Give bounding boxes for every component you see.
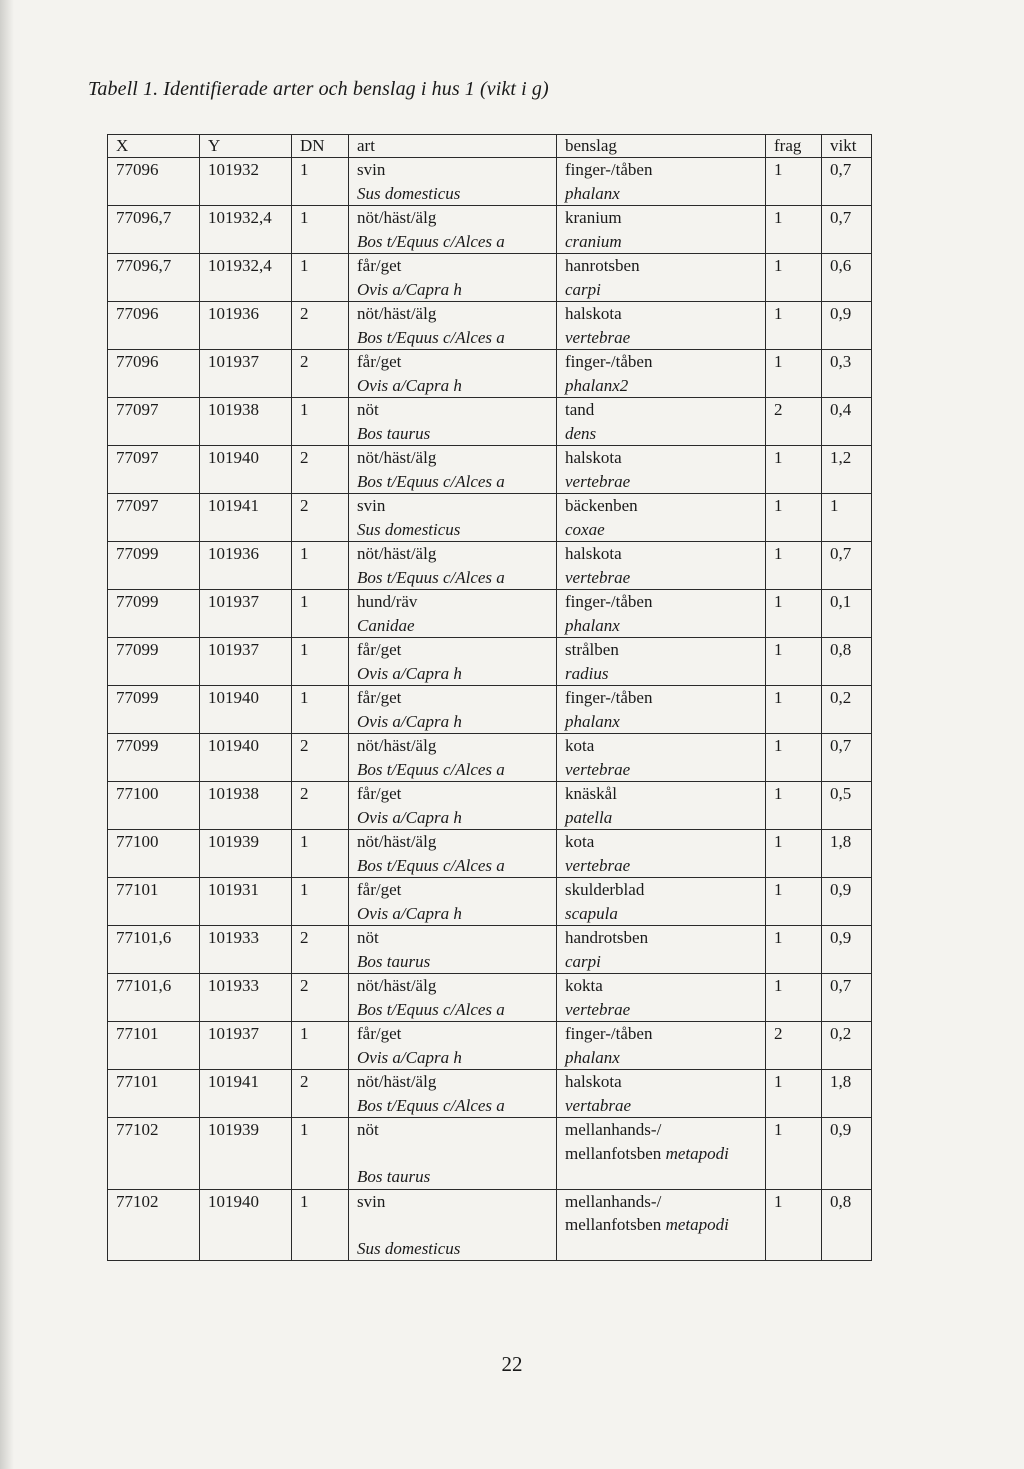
cell-x: 77096,7 <box>108 254 200 302</box>
cell-benslag <box>557 446 766 494</box>
benslag-latin-name: carpi <box>565 951 601 971</box>
cell-benslag <box>557 1022 766 1070</box>
art-latin-name: Bos t/Equus c/Alces a <box>357 231 505 251</box>
art-latin-name: Ovis a/Capra h <box>357 1047 462 1067</box>
benslag-latin-name: vertebrae <box>565 471 631 491</box>
cell-y: 101941 <box>200 494 292 542</box>
cell-art <box>349 974 557 1022</box>
cell-frag: 1 <box>766 782 822 830</box>
benslag-latin-name: phalanx <box>565 615 620 635</box>
benslag-name: bäckenben <box>565 496 638 515</box>
benslag-latin-name: phalanx <box>565 711 620 731</box>
cell-frag: 1 <box>766 494 822 542</box>
cell-dn: 1 <box>292 1118 349 1190</box>
table-row <box>108 782 872 830</box>
cell-vikt: 0,6 <box>822 254 872 302</box>
cell-frag: 1 <box>766 734 822 782</box>
table-body <box>108 158 872 1261</box>
cell-vikt: 0,3 <box>822 350 872 398</box>
art-name: svin <box>357 496 386 515</box>
art-latin-name: Ovis a/Capra h <box>357 375 462 395</box>
cell-dn: 1 <box>292 686 349 734</box>
cell-art <box>349 830 557 878</box>
benslag-latin-name: metapodi <box>665 1143 729 1163</box>
cell-frag: 1 <box>766 926 822 974</box>
cell-y: 101940 <box>200 686 292 734</box>
cell-art <box>349 590 557 638</box>
cell-art <box>349 1189 557 1261</box>
benslag-latin-name: vertabrae <box>565 1095 632 1115</box>
benslag-name: halskota <box>565 1072 622 1091</box>
cell-benslag <box>557 158 766 206</box>
header-art: art <box>349 135 557 158</box>
table-row <box>108 878 872 926</box>
cell-y: 101933 <box>200 974 292 1022</box>
cell-vikt: 0,7 <box>822 974 872 1022</box>
cell-vikt: 0,9 <box>822 926 872 974</box>
cell-vikt: 0,2 <box>822 686 872 734</box>
art-name: nöt <box>357 1120 379 1139</box>
cell-x: 77101 <box>108 878 200 926</box>
table-row <box>108 254 872 302</box>
art-name: får/get <box>357 688 402 707</box>
cell-dn: 2 <box>292 446 349 494</box>
cell-dn: 2 <box>292 494 349 542</box>
art-latin-name: Bos t/Equus c/Alces a <box>357 999 505 1019</box>
art-latin-name: Ovis a/Capra h <box>357 903 462 923</box>
cell-art <box>349 254 557 302</box>
header-frag: frag <box>766 135 822 158</box>
table-row <box>108 350 872 398</box>
art-name: nöt/häst/älg <box>357 304 437 323</box>
cell-x: 77099 <box>108 686 200 734</box>
benslag-name: kota <box>565 832 595 851</box>
cell-benslag <box>557 830 766 878</box>
cell-benslag <box>557 302 766 350</box>
cell-x: 77096,7 <box>108 206 200 254</box>
art-name: nöt <box>357 928 379 947</box>
cell-benslag <box>557 350 766 398</box>
table-row <box>108 1189 872 1261</box>
cell-y: 101937 <box>200 350 292 398</box>
cell-frag: 1 <box>766 158 822 206</box>
art-latin-name: Ovis a/Capra h <box>357 663 462 683</box>
cell-y: 101932 <box>200 158 292 206</box>
table-row <box>108 926 872 974</box>
art-latin-name: Bos t/Equus c/Alces a <box>357 327 505 347</box>
table-row <box>108 446 872 494</box>
cell-y: 101940 <box>200 446 292 494</box>
cell-benslag <box>557 1118 766 1190</box>
cell-y: 101938 <box>200 782 292 830</box>
cell-benslag <box>557 542 766 590</box>
header-dn: DN <box>292 135 349 158</box>
cell-y: 101931 <box>200 878 292 926</box>
cell-benslag <box>557 974 766 1022</box>
benslag-latin-name: dens <box>565 423 597 443</box>
art-spacer <box>357 1213 556 1237</box>
benslag-name: finger-/tåben <box>565 688 653 707</box>
cell-dn: 2 <box>292 1070 349 1118</box>
art-name: nöt/häst/älg <box>357 448 437 467</box>
cell-benslag <box>557 734 766 782</box>
art-latin-name: Bos taurus <box>357 951 431 971</box>
art-name: får/get <box>357 1024 402 1043</box>
cell-benslag <box>557 686 766 734</box>
cell-frag: 1 <box>766 542 822 590</box>
cell-frag: 1 <box>766 302 822 350</box>
cell-x: 77099 <box>108 590 200 638</box>
table-row <box>108 494 872 542</box>
cell-benslag <box>557 590 766 638</box>
table-row <box>108 590 872 638</box>
art-latin-name: Ovis a/Capra h <box>357 279 462 299</box>
cell-dn: 1 <box>292 254 349 302</box>
header-row <box>108 135 872 158</box>
cell-y: 101937 <box>200 1022 292 1070</box>
benslag-name: tand <box>565 400 595 419</box>
art-latin-name: Canidae <box>357 615 415 635</box>
cell-x: 77101 <box>108 1022 200 1070</box>
cell-vikt: 0,4 <box>822 398 872 446</box>
cell-dn: 1 <box>292 542 349 590</box>
header-x: X <box>108 135 200 158</box>
cell-x: 77100 <box>108 830 200 878</box>
benslag-latin-name: cranium <box>565 231 622 251</box>
benslag-latin-name: vertebrae <box>565 327 631 347</box>
cell-x: 77097 <box>108 398 200 446</box>
page-number: 22 <box>501 1352 523 1376</box>
cell-frag: 1 <box>766 254 822 302</box>
benslag-name: halskota <box>565 448 622 467</box>
benslag-name: strålben <box>565 640 619 659</box>
cell-art <box>349 1022 557 1070</box>
cell-art <box>349 494 557 542</box>
cell-frag: 1 <box>766 638 822 686</box>
cell-x: 77101 <box>108 1070 200 1118</box>
cell-x: 77102 <box>108 1189 200 1261</box>
benslag-name: finger-/tåben <box>565 592 653 611</box>
cell-benslag <box>557 1189 766 1261</box>
art-name: får/get <box>357 640 402 659</box>
art-latin-name: Sus domesticus <box>357 183 461 203</box>
art-name: nöt/häst/älg <box>357 976 437 995</box>
cell-dn: 1 <box>292 830 349 878</box>
cell-vikt: 0,9 <box>822 878 872 926</box>
benslag-latin-name: vertebrae <box>565 567 631 587</box>
cell-dn: 1 <box>292 158 349 206</box>
cell-x: 77101,6 <box>108 974 200 1022</box>
art-name: får/get <box>357 352 402 371</box>
cell-art <box>349 398 557 446</box>
cell-frag: 1 <box>766 590 822 638</box>
cell-dn: 1 <box>292 398 349 446</box>
cell-frag: 1 <box>766 350 822 398</box>
cell-y: 101932,4 <box>200 254 292 302</box>
species-bone-table <box>107 134 872 1261</box>
art-name: nöt/häst/älg <box>357 544 437 563</box>
cell-art <box>349 734 557 782</box>
art-name: nöt/häst/älg <box>357 208 437 227</box>
table-row <box>108 1118 872 1190</box>
cell-y: 101936 <box>200 302 292 350</box>
cell-frag: 1 <box>766 1189 822 1261</box>
art-latin-name: Bos t/Equus c/Alces a <box>357 759 505 779</box>
table-header <box>108 135 872 158</box>
cell-x: 77099 <box>108 734 200 782</box>
benslag-line2-text: mellanfotsben <box>565 1143 662 1163</box>
art-spacer <box>357 1142 556 1166</box>
cell-art <box>349 1118 557 1190</box>
benslag-latin-name: metapodi <box>665 1215 729 1234</box>
cell-y: 101936 <box>200 542 292 590</box>
benslag-name: mellanhands-/ <box>565 1191 662 1211</box>
benslag-latin-name: vertebrae <box>565 759 631 779</box>
art-latin-name: Ovis a/Capra h <box>357 711 462 731</box>
table-row <box>108 158 872 206</box>
cell-frag: 2 <box>766 1022 822 1070</box>
cell-vikt: 1,8 <box>822 830 872 878</box>
art-latin-name: Bos t/Equus c/Alces a <box>357 567 505 587</box>
benslag-name: skulderblad <box>565 880 645 899</box>
cell-dn: 2 <box>292 782 349 830</box>
cell-benslag <box>557 494 766 542</box>
cell-vikt: 0,7 <box>822 158 872 206</box>
benslag-name: halskota <box>565 544 622 563</box>
cell-frag: 1 <box>766 446 822 494</box>
table-row <box>108 206 872 254</box>
benslag-name: handrotsben <box>565 928 649 947</box>
cell-benslag <box>557 1070 766 1118</box>
benslag-name-line2 <box>565 1142 765 1166</box>
cell-art <box>349 158 557 206</box>
cell-y: 101932,4 <box>200 206 292 254</box>
cell-x: 77096 <box>108 302 200 350</box>
art-latin-name: Ovis a/Capra h <box>357 807 462 827</box>
cell-benslag <box>557 926 766 974</box>
art-name: nöt <box>357 400 379 419</box>
cell-x: 77096 <box>108 350 200 398</box>
table-row <box>108 734 872 782</box>
cell-art <box>349 926 557 974</box>
cell-art <box>349 878 557 926</box>
art-latin-name: Sus domesticus <box>357 519 461 539</box>
cell-x: 77097 <box>108 494 200 542</box>
art-latin-name: Bos t/Equus c/Alces a <box>357 855 505 875</box>
art-name: svin <box>357 1191 386 1211</box>
cell-frag: 2 <box>766 398 822 446</box>
benslag-line2-text: mellanfotsben <box>565 1215 662 1234</box>
cell-frag: 1 <box>766 974 822 1022</box>
benslag-latin-name: phalanx <box>565 183 620 203</box>
art-latin-name: Bos t/Equus c/Alces a <box>357 471 505 491</box>
cell-x: 77102 <box>108 1118 200 1190</box>
cell-frag: 1 <box>766 1070 822 1118</box>
benslag-name: finger-/tåben <box>565 1024 653 1043</box>
table-row <box>108 398 872 446</box>
benslag-latin-name: scapula <box>565 903 618 923</box>
art-latin-name: Sus domesticus <box>357 1238 461 1258</box>
cell-art <box>349 446 557 494</box>
cell-x: 77099 <box>108 638 200 686</box>
benslag-name: finger-/tåben <box>565 352 653 371</box>
cell-vikt: 1,8 <box>822 1070 872 1118</box>
benslag-latin-name: vertebrae <box>565 999 631 1019</box>
benslag-name: mellanhands-/ <box>565 1120 662 1139</box>
cell-art <box>349 782 557 830</box>
table-row <box>108 638 872 686</box>
cell-vikt: 0,8 <box>822 1189 872 1261</box>
cell-x: 77101,6 <box>108 926 200 974</box>
cell-art <box>349 350 557 398</box>
cell-art <box>349 686 557 734</box>
cell-benslag <box>557 254 766 302</box>
table-row <box>108 542 872 590</box>
cell-x: 77099 <box>108 542 200 590</box>
art-name: hund/räv <box>357 592 418 611</box>
benslag-latin-name: phalanx <box>565 1047 620 1067</box>
table-row <box>108 1022 872 1070</box>
cell-dn: 2 <box>292 974 349 1022</box>
cell-dn: 1 <box>292 638 349 686</box>
benslag-name: halskota <box>565 304 622 323</box>
cell-dn: 1 <box>292 206 349 254</box>
cell-frag: 1 <box>766 1118 822 1190</box>
art-latin-name: Bos taurus <box>357 1167 431 1186</box>
cell-vikt: 0,9 <box>822 1118 872 1190</box>
cell-benslag <box>557 398 766 446</box>
cell-y: 101939 <box>200 1118 292 1190</box>
cell-art <box>349 638 557 686</box>
cell-dn: 1 <box>292 1189 349 1261</box>
cell-benslag <box>557 206 766 254</box>
art-latin-name: Bos t/Equus c/Alces a <box>357 1095 505 1115</box>
cell-y: 101940 <box>200 734 292 782</box>
cell-y: 101941 <box>200 1070 292 1118</box>
cell-vikt: 0,2 <box>822 1022 872 1070</box>
benslag-name: kota <box>565 736 595 755</box>
table-caption: Tabell 1. Identifierade arter och benslag i hus 1 (vikt i g) <box>88 78 549 100</box>
cell-dn: 2 <box>292 350 349 398</box>
cell-vikt: 0,9 <box>822 302 872 350</box>
cell-dn: 2 <box>292 734 349 782</box>
art-name: får/get <box>357 256 402 275</box>
table-row <box>108 1070 872 1118</box>
cell-frag: 1 <box>766 830 822 878</box>
benslag-latin-name: coxae <box>565 519 605 539</box>
benslag-latin-name: patella <box>565 807 613 827</box>
cell-benslag <box>557 782 766 830</box>
cell-vikt: 0,1 <box>822 590 872 638</box>
art-name: får/get <box>357 784 402 803</box>
benslag-name: hanrotsben <box>565 256 640 275</box>
cell-dn: 1 <box>292 1022 349 1070</box>
header-benslag: benslag <box>557 135 766 158</box>
table-row <box>108 686 872 734</box>
cell-frag: 1 <box>766 686 822 734</box>
cell-vikt: 0,8 <box>822 638 872 686</box>
cell-dn: 2 <box>292 926 349 974</box>
art-latin-name: Bos taurus <box>357 423 431 443</box>
benslag-latin-name: vertebrae <box>565 855 631 875</box>
benslag-name: finger-/tåben <box>565 160 653 179</box>
cell-vikt: 0,7 <box>822 206 872 254</box>
cell-x: 77100 <box>108 782 200 830</box>
table-row <box>108 974 872 1022</box>
cell-art <box>349 542 557 590</box>
page-edge-shadow <box>0 0 14 1469</box>
table-row <box>108 302 872 350</box>
cell-frag: 1 <box>766 878 822 926</box>
cell-x: 77096 <box>108 158 200 206</box>
art-name: nöt/häst/älg <box>357 736 437 755</box>
cell-art <box>349 1070 557 1118</box>
cell-y: 101938 <box>200 398 292 446</box>
benslag-latin-name: phalanx2 <box>565 375 629 395</box>
cell-y: 101937 <box>200 590 292 638</box>
benslag-name: knäskål <box>565 784 617 803</box>
cell-vikt: 1 <box>822 494 872 542</box>
cell-art <box>349 206 557 254</box>
cell-y: 101939 <box>200 830 292 878</box>
cell-y: 101933 <box>200 926 292 974</box>
benslag-name-line2 <box>565 1213 765 1237</box>
cell-y: 101940 <box>200 1189 292 1261</box>
benslag-latin-name: carpi <box>565 279 601 299</box>
cell-art <box>349 302 557 350</box>
art-name: får/get <box>357 880 402 899</box>
benslag-name: kranium <box>565 208 622 227</box>
cell-vikt: 0,7 <box>822 734 872 782</box>
cell-x: 77097 <box>108 446 200 494</box>
benslag-latin-name: radius <box>565 663 609 683</box>
cell-frag: 1 <box>766 206 822 254</box>
cell-benslag <box>557 878 766 926</box>
header-y: Y <box>200 135 292 158</box>
table-row <box>108 830 872 878</box>
header-vikt: vikt <box>822 135 872 158</box>
cell-dn: 1 <box>292 590 349 638</box>
cell-vikt: 0,7 <box>822 542 872 590</box>
cell-vikt: 1,2 <box>822 446 872 494</box>
cell-benslag <box>557 638 766 686</box>
cell-dn: 1 <box>292 878 349 926</box>
cell-y: 101937 <box>200 638 292 686</box>
cell-dn: 2 <box>292 302 349 350</box>
cell-vikt: 0,5 <box>822 782 872 830</box>
art-name: nöt/häst/älg <box>357 832 437 851</box>
benslag-name: kokta <box>565 976 603 995</box>
art-name: nöt/häst/älg <box>357 1072 437 1091</box>
art-name: svin <box>357 160 386 179</box>
